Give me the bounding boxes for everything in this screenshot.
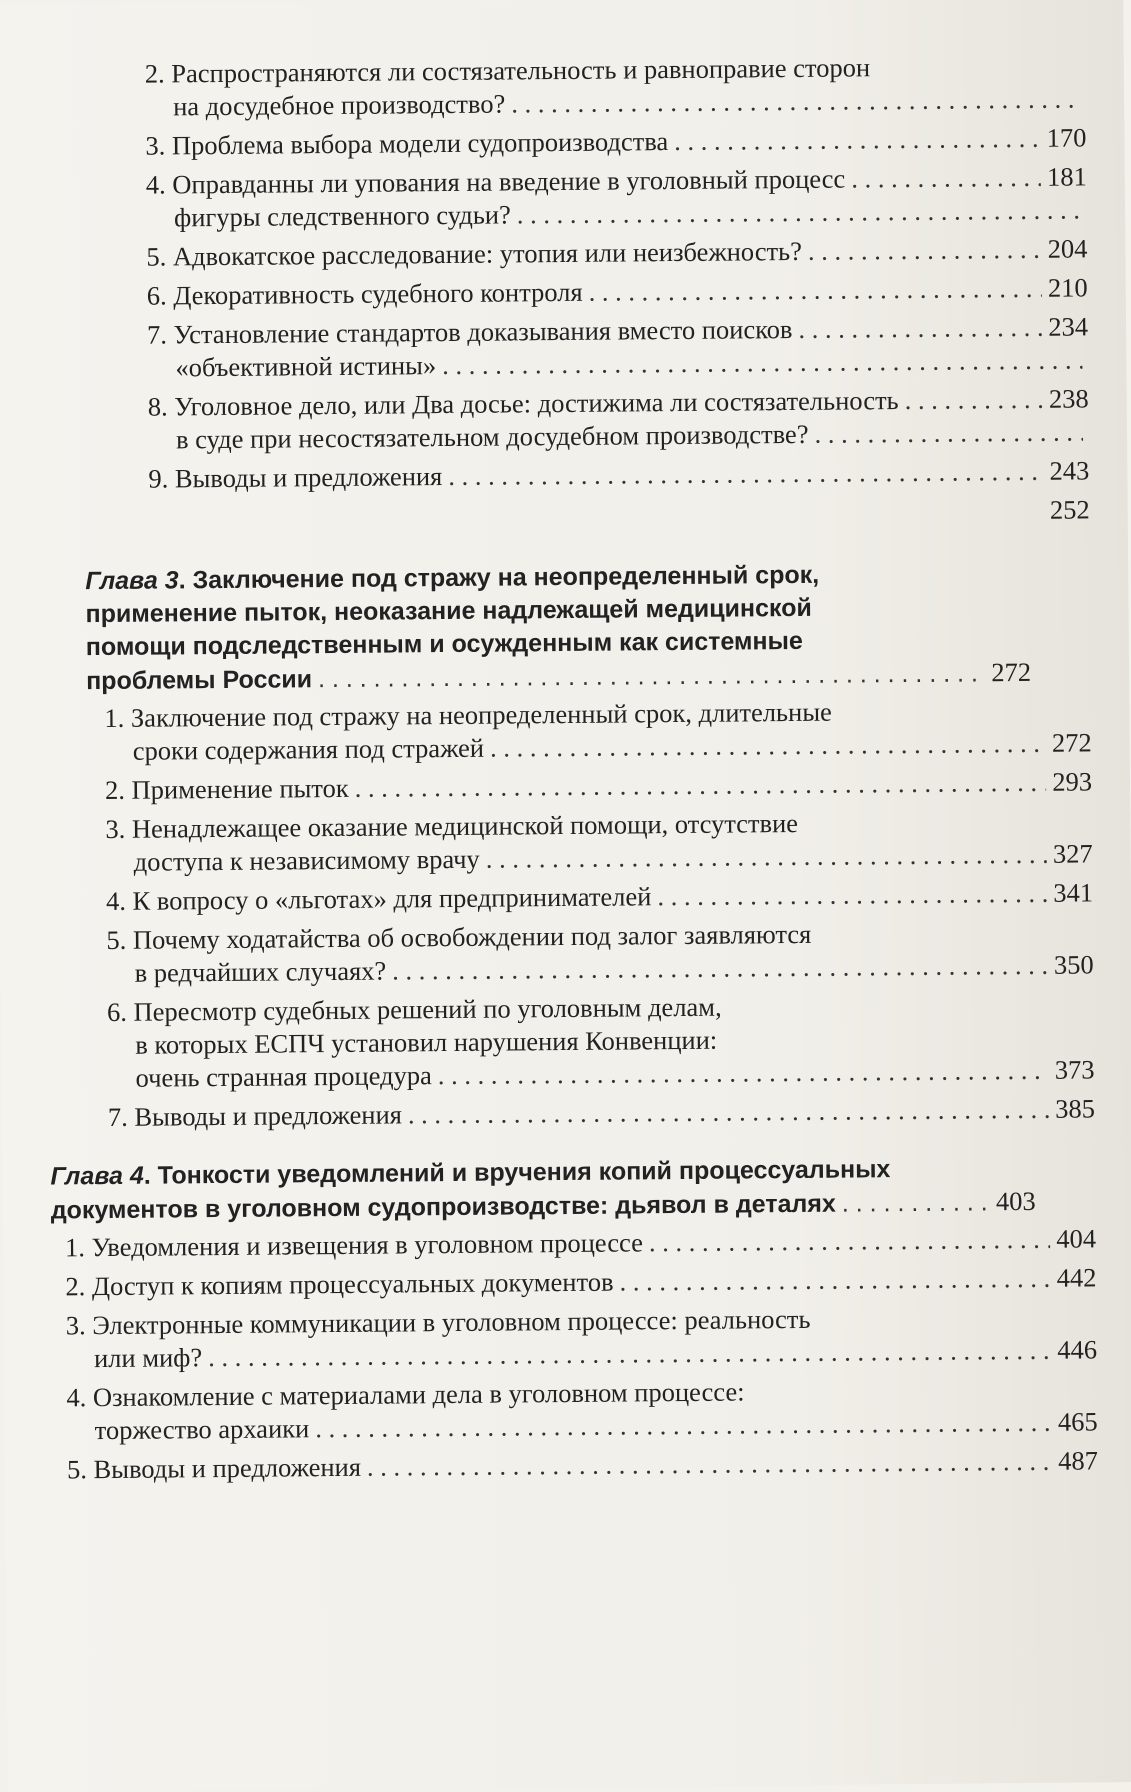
- page-number: 210: [1047, 272, 1088, 303]
- entry-text: 3. Ненадлежащее оказание медицинской помощи, отсутствие: [105, 807, 799, 845]
- entry-text: 8. Уголовное дело, или Два досье: достижима ли состязательность: [147, 385, 899, 422]
- toc-entry[interactable]: [105, 804, 1093, 879]
- leader-dots: [814, 415, 1083, 450]
- page-number: 181: [1046, 161, 1087, 192]
- leader-dots: [315, 1406, 1052, 1445]
- toc-entry[interactable]: [148, 454, 1089, 495]
- page-number: 272: [991, 656, 1032, 688]
- leader-dots: [798, 311, 1042, 346]
- page-number: 373: [1054, 1054, 1095, 1085]
- chapter-title-text: помощи подследственным и осужденным как системные: [85, 626, 803, 662]
- chapter-title-text: . Заключение под стражу на неопределенный срок,: [178, 560, 820, 595]
- page-number: 243: [1049, 455, 1090, 486]
- toc-entry[interactable]: [147, 271, 1088, 312]
- leader-dots: [442, 343, 1082, 382]
- entry-text: 4. К вопросу о «льготах» для предпринимателей: [105, 881, 652, 917]
- toc-entry[interactable]: [145, 49, 1087, 123]
- entry-text: очень странная процедура: [135, 1060, 432, 1093]
- toc-chapter-3: [0, 556, 1095, 1135]
- toc-entry[interactable]: [106, 876, 1093, 918]
- leader-dots: [905, 383, 1044, 417]
- toc-entry[interactable]: [146, 232, 1087, 273]
- entry-text: торжество архаики: [94, 1413, 310, 1446]
- entry-text: 5. Почему ходатайства об освобождении под залог заявляются: [106, 918, 812, 956]
- entry-text: 2. Распространяются ли состязательность и равноправие сторон: [144, 52, 871, 89]
- leader-dots: [808, 233, 1042, 268]
- leader-dots: [588, 272, 1042, 309]
- chapter-title-text: применение пыток, неоказание надлежащей медицинской: [85, 593, 812, 629]
- entry-text: 5. Выводы и предложения: [66, 1451, 362, 1485]
- entry-text: 4. Ознакомление с материалами дела в уголовном процессе:: [66, 1376, 745, 1413]
- entry-text: 9. Выводы и предложения: [148, 461, 443, 494]
- leader-dots: [367, 1445, 1053, 1484]
- entry-text: 2. Доступ к копиям процессуальных документов: [65, 1266, 614, 1302]
- page-number: 385: [1055, 1093, 1096, 1124]
- entry-text: 3. Проблема выбора модели судопроизводства: [145, 126, 669, 161]
- entry-text: на досудебное производство?: [172, 88, 506, 122]
- toc-entry[interactable]: [145, 121, 1086, 162]
- leader-dots: [842, 1186, 990, 1220]
- page-number: 465: [1057, 1406, 1098, 1437]
- leader-dots: [619, 1262, 1050, 1299]
- toc-entry[interactable]: [66, 1372, 1098, 1447]
- toc-entry[interactable]: [65, 1222, 1096, 1264]
- page-number: 234: [1048, 311, 1089, 342]
- page-number: 446: [1057, 1334, 1098, 1365]
- leader-dots: [408, 1093, 1050, 1132]
- entry-text: сроки содержания под стражей: [132, 732, 485, 766]
- toc-entry[interactable]: [147, 310, 1089, 384]
- page-number: 293: [1052, 766, 1093, 797]
- page-number: 238: [1048, 383, 1089, 414]
- leader-dots: [448, 455, 1044, 493]
- page-number: 341: [1053, 877, 1094, 908]
- entry-text: фигуры следственного судьи?: [173, 199, 511, 233]
- entry-text: 2. Применение пыток: [104, 772, 349, 806]
- leader-dots: [517, 193, 1082, 231]
- toc-entry[interactable]: [148, 382, 1090, 456]
- page-number: 442: [1056, 1262, 1097, 1293]
- entry-text: в редчайших случаях?: [134, 955, 387, 988]
- page-number: 327: [1052, 838, 1093, 869]
- entry-text: или миф?: [93, 1342, 203, 1374]
- page-number: 487: [1058, 1445, 1099, 1476]
- entry-text: 7. Установление стандартов доказывания вместо поисков: [146, 313, 793, 350]
- toc-entry[interactable]: [107, 987, 1095, 1095]
- chapter-label: Глава 3: [85, 566, 179, 596]
- chapter-title[interactable]: [85, 557, 1031, 698]
- chapter-title[interactable]: [50, 1152, 1036, 1228]
- leader-dots: [392, 949, 1048, 988]
- toc-entry[interactable]: [108, 1092, 1095, 1134]
- leader-dots: [486, 838, 1047, 876]
- leader-dots: [355, 766, 1047, 805]
- leader-dots: [438, 1054, 1049, 1092]
- leader-dots: [318, 657, 986, 696]
- entry-text: 1. Уведомления и извещения в уголовном процессе: [64, 1227, 644, 1263]
- leader-dots: [208, 1334, 1051, 1374]
- entry-text: 6. Декоративность судебного контроля: [146, 276, 583, 311]
- toc-chapter-4: [2, 1151, 1098, 1487]
- page-number: 170: [1046, 122, 1087, 153]
- toc-entry[interactable]: [105, 765, 1092, 807]
- entry-text: в суде при несостязательном досудебном производстве?: [175, 418, 809, 455]
- leader-dots: [851, 161, 1041, 196]
- trailing-page-number: 252: [1049, 494, 1090, 525]
- leader-dots: [511, 82, 1080, 120]
- chapter-title-text: проблемы России: [86, 665, 313, 696]
- entry-text: доступа к независимому врачу: [133, 843, 480, 877]
- page-number: 403: [995, 1185, 1036, 1217]
- toc-entry[interactable]: [146, 160, 1088, 234]
- page-number: 272: [1051, 727, 1092, 758]
- entry-text: «объективной истины»: [175, 350, 437, 383]
- leader-dots: [490, 727, 1046, 765]
- entry-text: 6. Пересмотр судебных решений по уголовным делам,: [106, 991, 722, 1028]
- page-number: 404: [1056, 1223, 1097, 1254]
- entry-text: 7. Выводы и предложения: [107, 1099, 402, 1133]
- toc-entry[interactable]: [104, 693, 1092, 768]
- toc-entry[interactable]: [106, 915, 1094, 990]
- entry-text: в которых ЕСПЧ установил нарушения Конвенции:: [135, 1024, 718, 1060]
- entry-text: 3. Электронные коммуникации в уголовном процессе: реальность: [65, 1303, 811, 1341]
- page-number: 204: [1047, 233, 1088, 264]
- entry-text: 1. Заключение под стражу на неопределенный срок, длительные: [104, 696, 832, 734]
- leader-dots: [674, 122, 1041, 158]
- leader-dots: [649, 1223, 1051, 1260]
- chapter-title-text: . Тонкости уведомлений и вручения копий процессуальных: [143, 1155, 891, 1190]
- toc-entry[interactable]: [67, 1444, 1098, 1486]
- leader-dots: [657, 877, 1047, 913]
- toc-entry[interactable]: [66, 1300, 1098, 1375]
- entry-text: 5. Адвокатское расследование: утопия или неизбежность?: [146, 235, 803, 272]
- toc-section-chapter2-continued: [0, 49, 1090, 536]
- entry-text: 4. Оправданны ли упования на введение в уголовный процесс: [145, 163, 846, 200]
- chapter-title-text: документов в уголовном судопроизводстве: дьявол в деталях: [50, 1189, 836, 1225]
- chapter-label: Глава 4: [50, 1161, 144, 1191]
- toc-entry[interactable]: [65, 1261, 1096, 1303]
- page-number: 350: [1053, 949, 1094, 980]
